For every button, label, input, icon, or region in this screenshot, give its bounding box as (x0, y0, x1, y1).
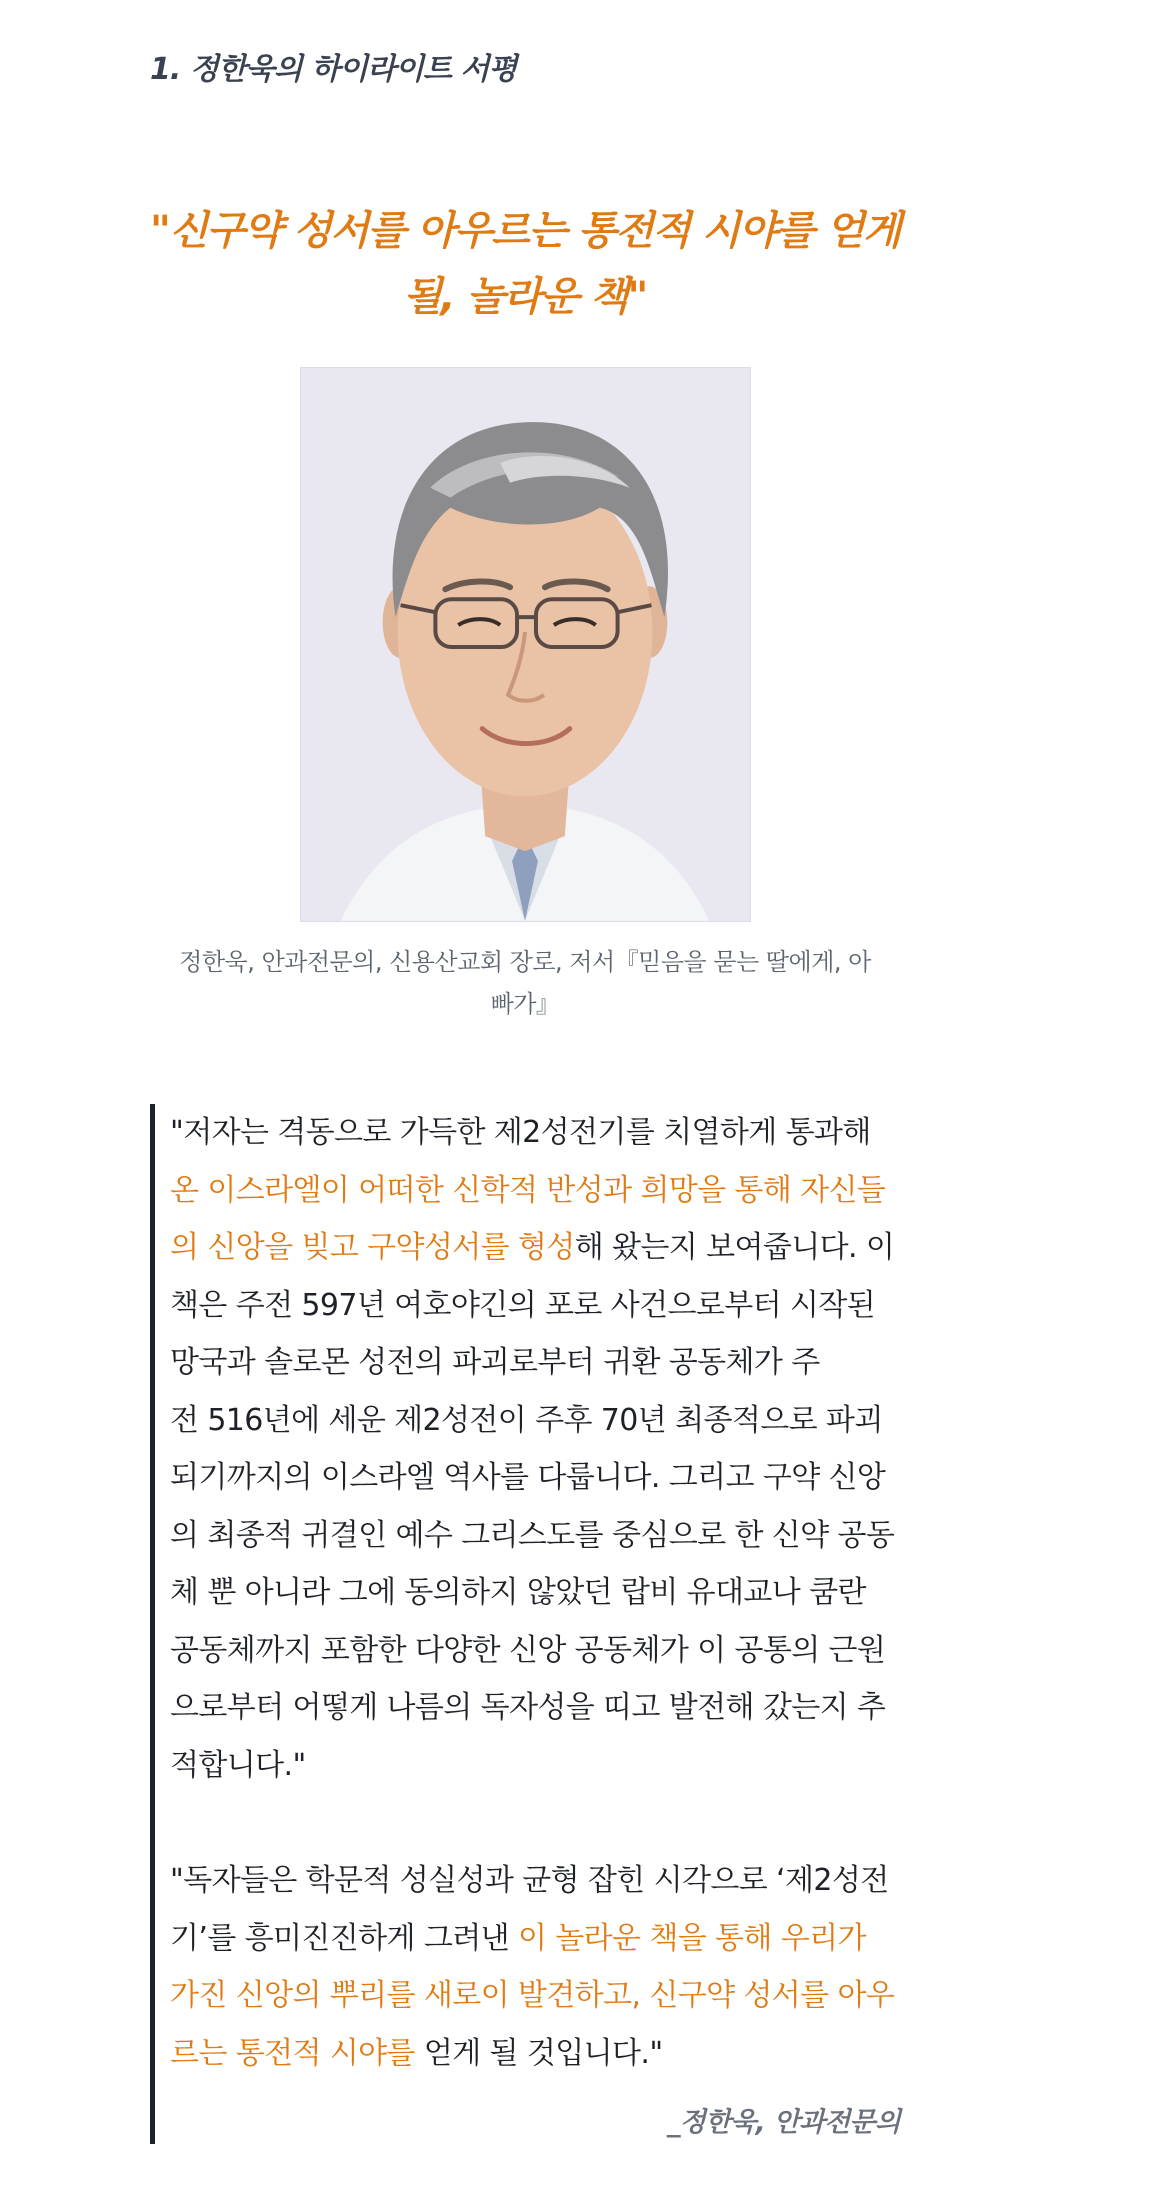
quote2-line: "독자들은 학문적 성실성과 균형 잡힌 시각으로 ‘제2성전 (170, 1863, 889, 1898)
quote2-highlight: 이 놀라운 책을 통해 우리가 (517, 1920, 866, 1956)
quote1-line: 해 왔는지 보여줍니다. 이 (574, 1230, 895, 1265)
quote1-line: 망국과 솔로몬 성전의 파괴로부터 귀환 공동체가 주 (170, 1345, 820, 1380)
signature: _정한욱, 안과전문의 (666, 2107, 900, 2138)
quote1-line: 전 516년에 세운 제2성전이 주후 70년 최종적으로 파괴 (170, 1402, 883, 1438)
quote2-line: 얻게 될 것입니다." (414, 2035, 663, 2071)
quote1-line: 적합니다." (170, 1747, 306, 1783)
quote1-line: 되기까지의 이스라엘 역사를 다룹니다. 그리고 구약 신앙 (170, 1460, 886, 1495)
headline-line-2: 될, 놀라운 책" (403, 274, 647, 320)
quote1-highlight: 온 이스라엘이 어떠한 신학적 반성과 희망을 통해 자신들 (170, 1172, 886, 1208)
quote1-line: 의 최종적 귀결인 예수 그리스도를 중심으로 한 신약 공동 (170, 1517, 895, 1553)
quote2-line: 기’를 흥미진진하게 그려낸 (170, 1920, 518, 1956)
section-title: 1. 정한욱의 하이라이트 서평 (150, 52, 517, 87)
quote-paragraph-2 (170, 1852, 910, 2082)
headline (140, 198, 910, 330)
quote1-line: 으로부터 어떻게 나름의 독자성을 띠고 발전해 갔는지 추 (170, 1690, 886, 1725)
quote1-line: 책은 주전 597년 여호야긴의 포로 사건으로부터 시작된 (170, 1287, 876, 1323)
portrait-photo (300, 367, 751, 922)
photo-caption (150, 941, 900, 1025)
quote1-line: 공동체까지 포함한 다양한 신앙 공동체가 이 공통의 근원 (170, 1632, 886, 1668)
quote1-highlight: 의 신앙을 빚고 구약성서를 형성 (170, 1230, 575, 1265)
caption-line-2: 빠가』 (490, 990, 560, 1018)
quote-paragraph-1 (170, 1104, 910, 1794)
portrait-illustration (301, 368, 750, 921)
headline-line-1: "신구약 성서를 아우르는 통전적 시야를 얻게 (150, 208, 900, 254)
quote2-highlight: 가진 신앙의 뿌리를 새로이 발견하고, 신구약 성서를 아우 (170, 1978, 895, 2013)
quote1-line: 체 뿐 아니라 그에 동의하지 않았던 랍비 유대교나 쿰란 (170, 1575, 866, 1610)
caption-line-1: 정한욱, 안과전문의, 신용산교회 장로, 저서『믿음을 묻는 딸에게, 아 (179, 948, 871, 976)
quote1-line: "저자는 격동으로 가득한 제2성전기를 치열하게 통과해 (170, 1115, 871, 1150)
quote2-highlight: 르는 통전적 시야를 (170, 2035, 415, 2071)
